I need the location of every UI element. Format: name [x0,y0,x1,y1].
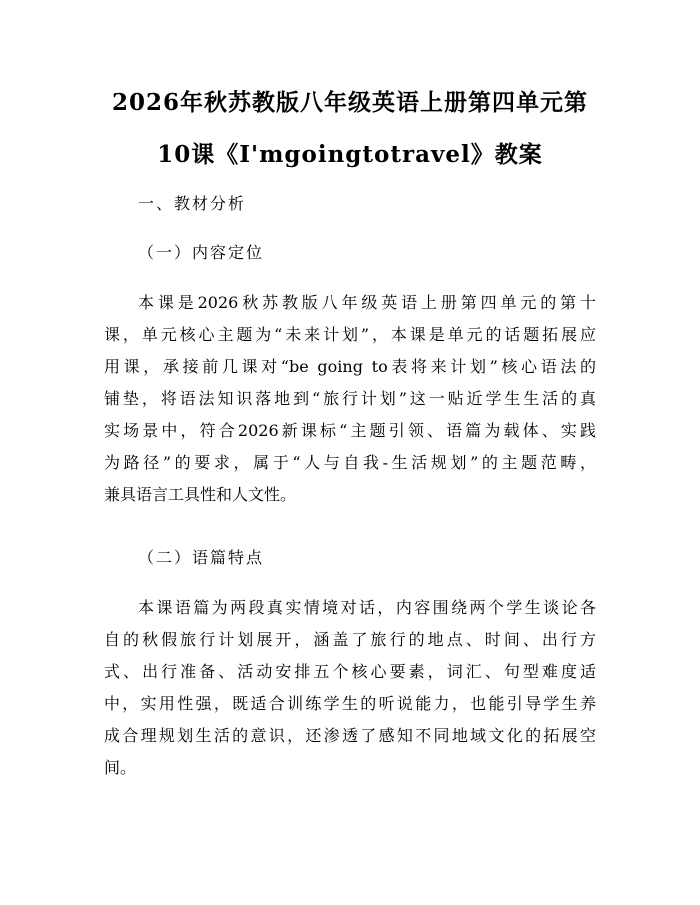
subsection-heading-content-positioning: （一）内容定位 [138,243,265,262]
subsection-heading-text-features: （二）语篇特点 [138,548,265,567]
paragraph-line: 铺垫，将语法知识落地到“旅行计划”这一贴近学生生活的真 [104,389,596,408]
paragraph-line: 用课，承接前几课对“be going to表将来计划”核心语法的 [104,357,596,376]
paragraph-line: 式、出行准备、活动安排五个核心要素，词汇、句型难度适 [104,662,596,681]
paragraph-content-positioning [104,287,596,511]
paragraph-line: 间。 [104,758,137,777]
section-heading-textbook-analysis: 一、教材分析 [138,194,247,213]
paragraph-text-features [104,592,596,784]
paragraph-line: 本课语篇为两段真实情境对话，内容围绕两个学生谈论各 [138,598,596,617]
document-title-line-1: 2026年秋苏教版八年级英语上册第四单元第 [111,89,588,116]
paragraph-line: 本课是2026秋苏教版八年级英语上册第四单元的第十 [138,293,596,312]
paragraph-line: 自的秋假旅行计划展开，涵盖了旅行的地点、时间、出行方 [104,630,596,649]
paragraph-line: 实场景中，符合2026新课标“主题引领、语篇为载体、实践 [104,421,596,440]
paragraph-line: 成合理规划生活的意识，还渗透了感知不同地域文化的拓展空 [104,726,596,745]
paragraph-line: 课，单元核心主题为“未来计划”，本课是单元的话题拓展应 [104,325,596,344]
paragraph-line: 中，实用性强，既适合训练学生的听说能力，也能引导学生养 [104,694,596,713]
paragraph-line: 兼具语言工具性和人文性。 [104,485,297,504]
paragraph-line: 为路径”的要求，属于“人与自我-生活规划”的主题范畴， [104,453,596,472]
document-title-line-2: 10课《I'mgoingtotravel》教案 [157,141,543,168]
